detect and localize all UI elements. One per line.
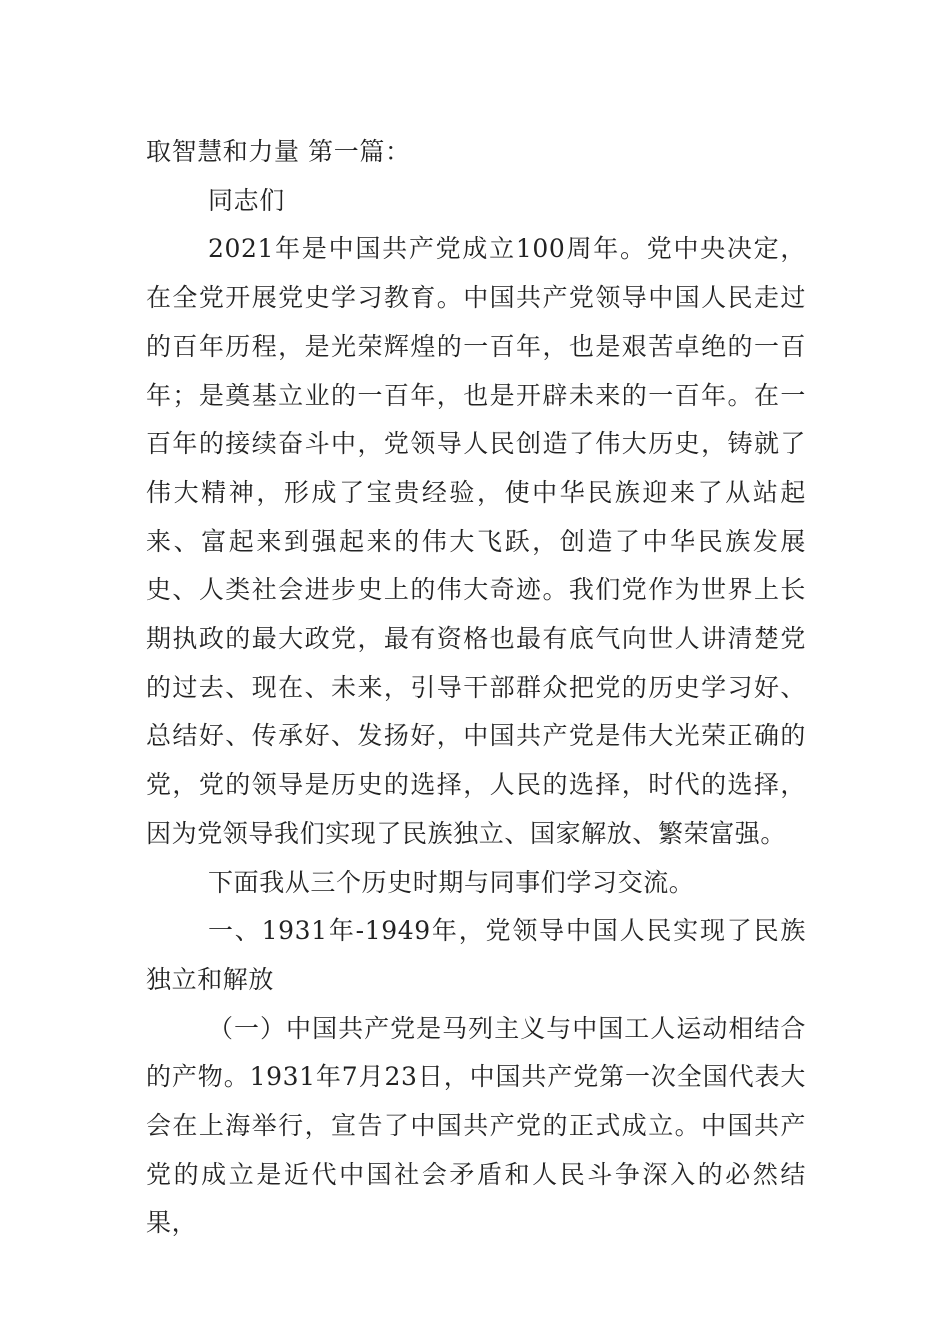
- heading-line: 取智慧和力量 第一篇：: [146, 137, 411, 166]
- section-heading-one: 一、1931年-1949年，党领导中国人民实现了民族独立和解放: [146, 916, 806, 994]
- salutation: 同志们: [208, 185, 285, 215]
- paragraph-transition: 下面我从三个历史时期与同事们学习交流。: [208, 867, 695, 897]
- paragraph-subsection-one: （一）中国共产党是马列主义与中国工人运动相结合的产物。1931年7月23日，中国共产党第一次全国代表大会在上海举行，宣告了中国共产党的正式成立。中国共产党的成立是近代中国社会矛盾和人民斗争深入的必然结果，: [146, 1013, 806, 1238]
- paragraph-intro: 2021年是中国共产党成立100周年。党中央决定，在全党开展党史学习教育。中国共产党领导中国人民走过的百年历程，是光荣辉煌的一百年，也是艰苦卓绝的一百年；是奠基立业的一百年，也是开辟未来的一百年。在一百年的接续奋斗中，党领导人民创造了伟大历史，铸就了伟大精神，形成了宝贵经验，使中华民族迎来了从站起来、富起来到强起来的伟大飞跃，创造了中华民族发展史、人类社会进步史上的伟大奇迹。我们党作为世界上长期执政的最大政党，最有资格也最有底气向世人讲清楚党的过去、现在、未来，引导干部群众把党的历史学习好、总结好、传承好、发扬好，中国共产党是伟大光荣正确的党，党的领导是历史的选择，人民的选择，时代的选择，因为党领导我们实现了民族独立、国家解放、繁荣富强。: [146, 234, 806, 848]
- document-body: [146, 128, 806, 1248]
